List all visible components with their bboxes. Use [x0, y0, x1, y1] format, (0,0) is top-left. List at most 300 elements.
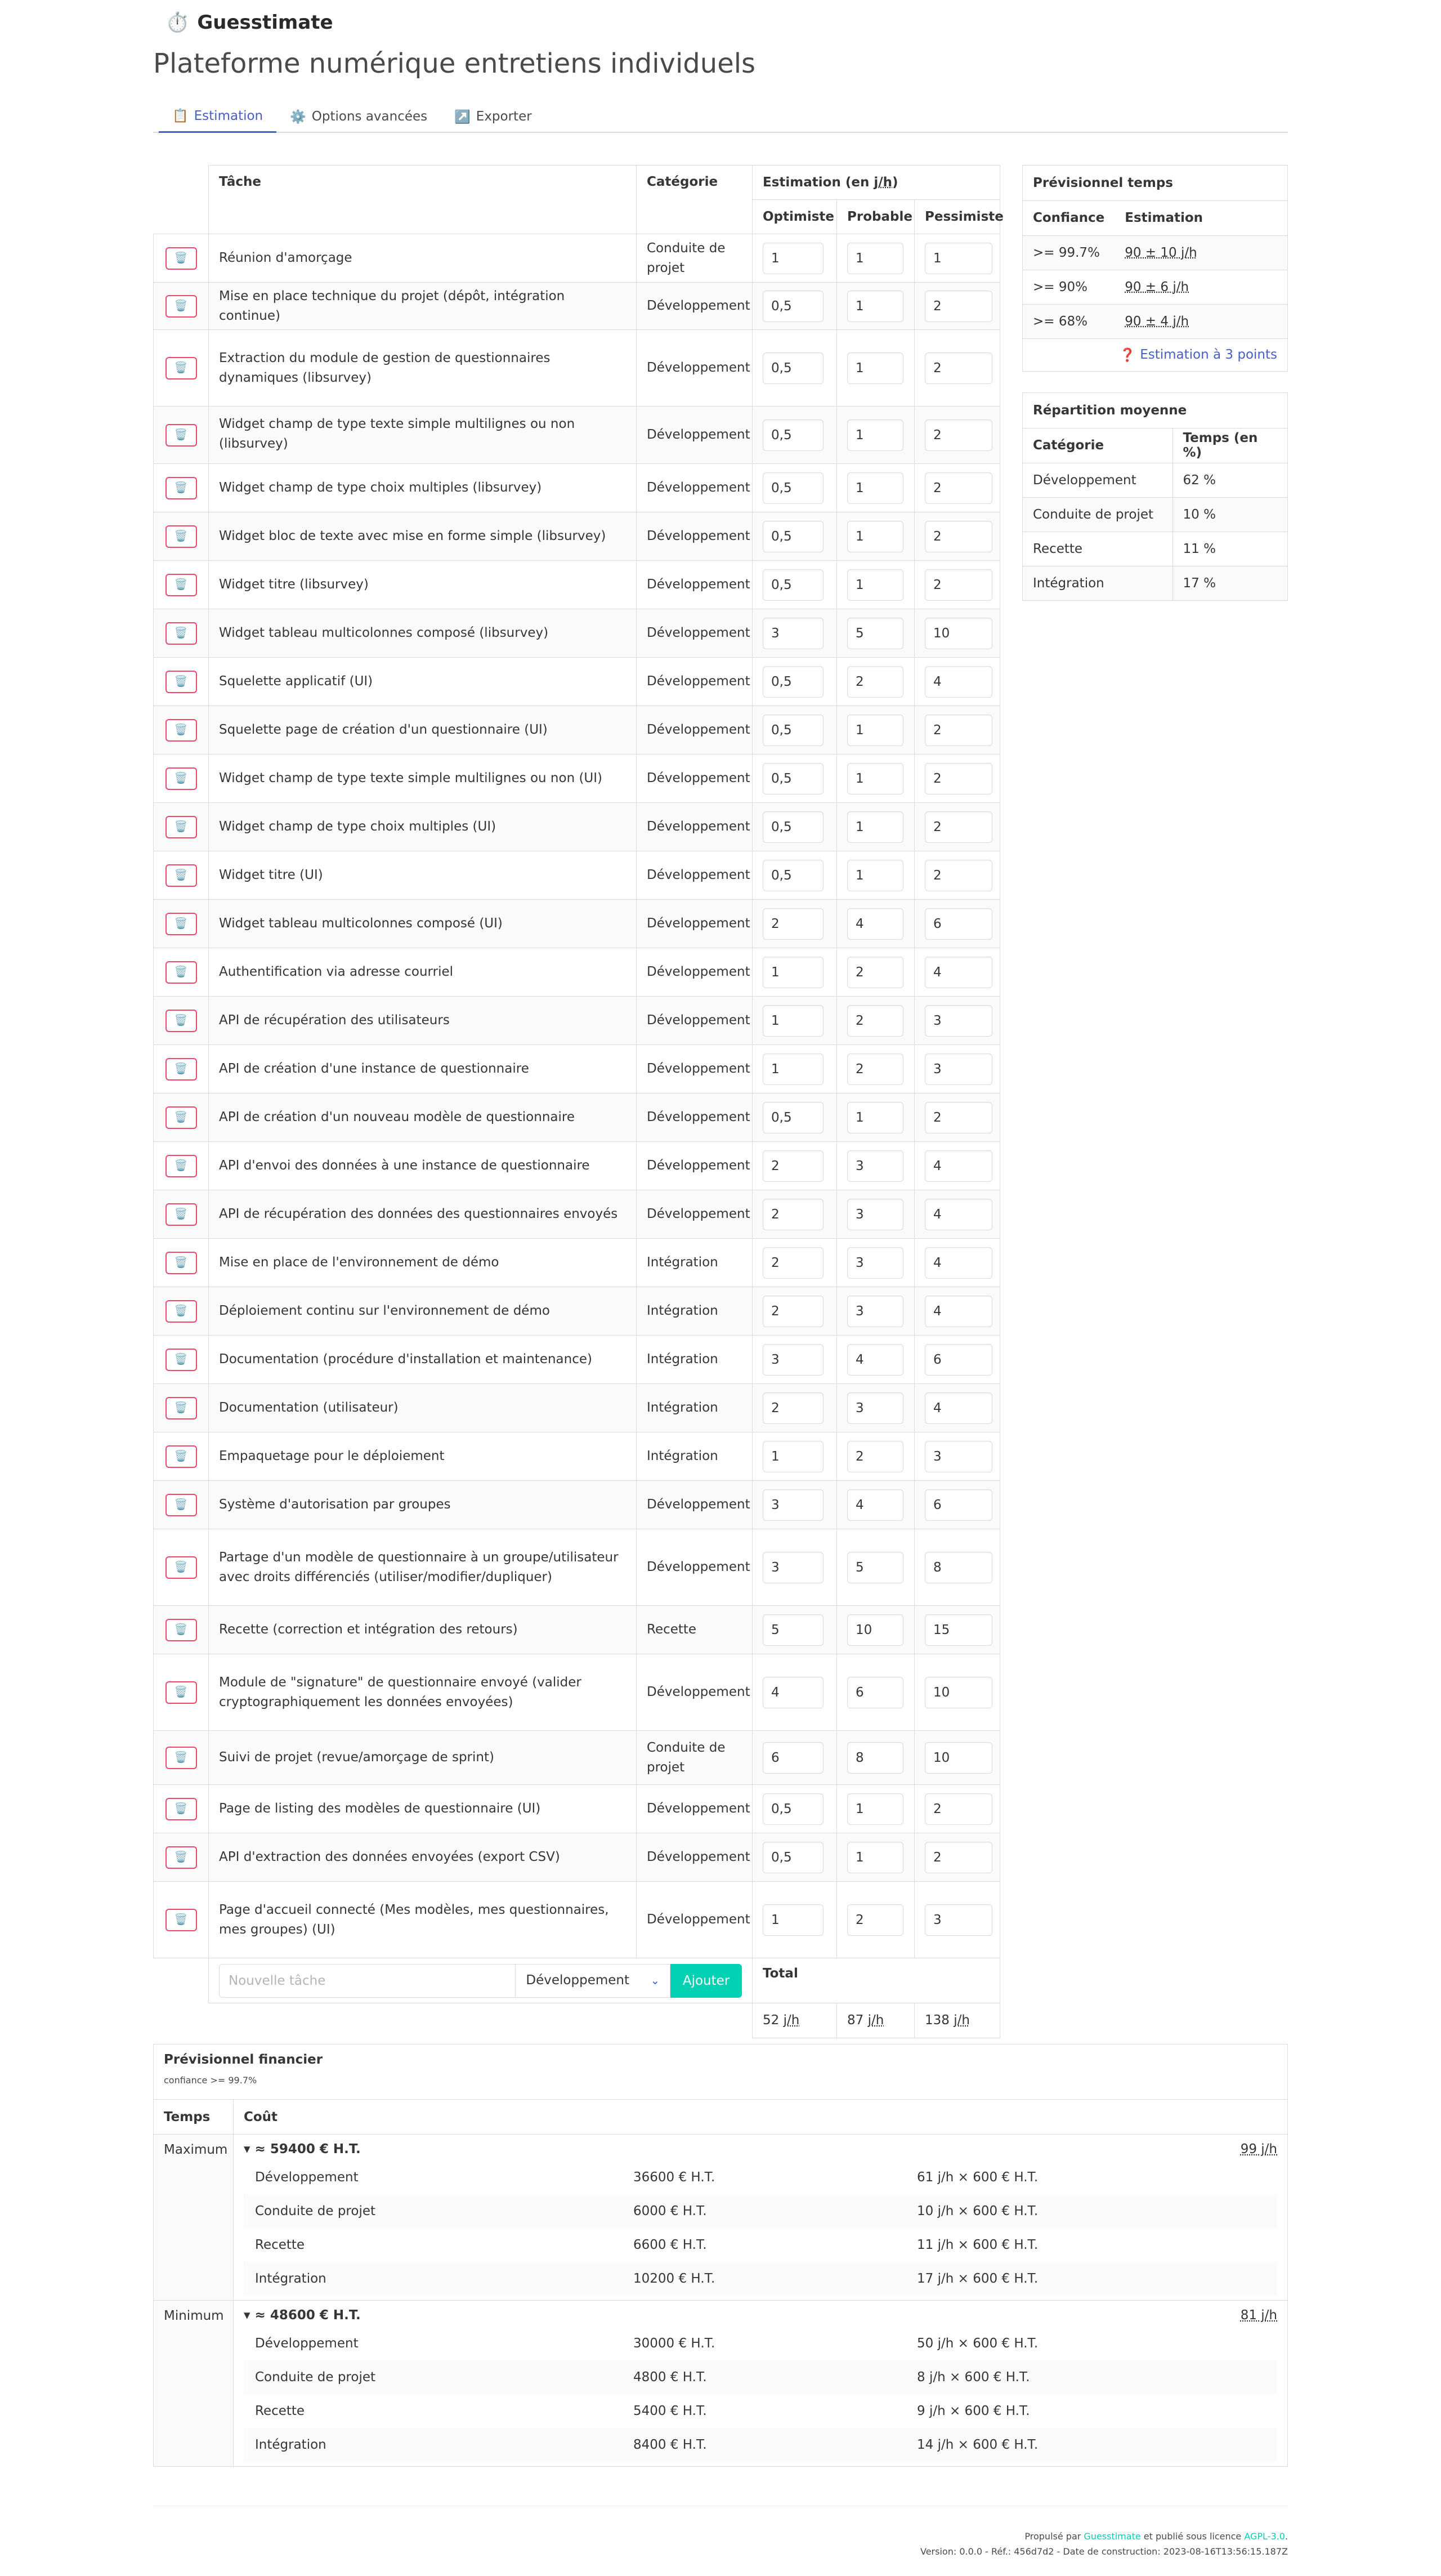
delete-task-button[interactable]: [165, 864, 197, 887]
task-category[interactable]: Conduite de projet: [637, 234, 753, 283]
probable-cell: [837, 1336, 915, 1384]
trash-icon: 🗑️: [174, 428, 188, 441]
trash-icon: 🗑️: [174, 530, 188, 542]
optimistic-input[interactable]: [763, 811, 824, 843]
probable-input[interactable]: [847, 1742, 903, 1774]
confidence-value: >= 90%: [1023, 270, 1115, 304]
task-row: [154, 900, 1000, 948]
optimistic-input[interactable]: [763, 1552, 824, 1583]
delete-cell: [154, 1731, 209, 1785]
tab-label: Estimation: [194, 108, 263, 123]
new-task-cell: [209, 1958, 753, 2003]
pessimistic-input[interactable]: [925, 291, 992, 322]
probable-input[interactable]: [847, 1392, 903, 1424]
delete-cell: [154, 1606, 209, 1654]
optimistic-input[interactable]: [763, 1053, 824, 1085]
task-row: [154, 1432, 1000, 1481]
tab-advanced-options[interactable]: [276, 100, 441, 133]
task-row: [154, 1654, 1000, 1731]
optimistic-input[interactable]: [763, 291, 824, 322]
probable-input[interactable]: [847, 1614, 903, 1646]
pessimistic-input[interactable]: [925, 419, 992, 451]
cost-amount: 6600 € H.T.: [633, 2238, 707, 2252]
col-time: Temps: [154, 2100, 234, 2134]
optimistic-input[interactable]: [763, 521, 824, 552]
new-task-category-select[interactable]: [516, 1964, 670, 1998]
task-category[interactable]: Développement: [637, 464, 753, 512]
task-row: [154, 512, 1000, 561]
task-category[interactable]: Développement: [637, 1833, 753, 1882]
task-category[interactable]: Développement: [637, 1654, 753, 1731]
probable-input[interactable]: [847, 419, 903, 451]
task-name[interactable]: Squelette page de création d'un questionnaire (UI): [209, 706, 637, 755]
task-row: [154, 1045, 1000, 1093]
delete-cell: [154, 407, 209, 464]
task-name[interactable]: API d'envoi des données à une instance de questionnaire: [209, 1142, 637, 1190]
task-category[interactable]: Développement: [637, 1142, 753, 1190]
pessimistic-input[interactable]: [925, 569, 992, 601]
task-name[interactable]: Authentification via adresse courriel: [209, 948, 637, 997]
probable-input[interactable]: [847, 860, 903, 891]
delete-task-button[interactable]: [165, 477, 197, 499]
delete-task-button[interactable]: [165, 1203, 197, 1226]
optimistic-input[interactable]: [763, 1344, 824, 1376]
delete-task-button[interactable]: [165, 574, 197, 596]
confidence-value: >= 68%: [1023, 304, 1115, 338]
delete-task-button[interactable]: [165, 525, 197, 548]
trash-icon: 🗑️: [174, 1751, 188, 1764]
probable-cell: [837, 407, 915, 464]
trash-icon: 🗑️: [174, 772, 188, 784]
delete-task-button[interactable]: [165, 1747, 197, 1769]
task-category[interactable]: Développement: [637, 561, 753, 609]
delete-cell: [154, 755, 209, 803]
optimistic-cell: [753, 407, 837, 464]
optimistic-cell: [753, 464, 837, 512]
task-name[interactable]: Réunion d'amorçage: [209, 234, 637, 283]
probable-input[interactable]: [847, 1677, 903, 1708]
optimistic-input[interactable]: [763, 1296, 824, 1327]
total-optimistic: [753, 2003, 837, 2038]
task-category[interactable]: Développement: [637, 512, 753, 561]
financial-header: [154, 2044, 1287, 2100]
task-category[interactable]: Développement: [637, 1045, 753, 1093]
optimistic-input[interactable]: [763, 1614, 824, 1646]
delete-cell: [154, 948, 209, 997]
delete-task-button[interactable]: [165, 295, 197, 318]
export-arrow-icon: ↗️: [454, 109, 471, 124]
delete-task-button[interactable]: [165, 247, 197, 270]
pessimistic-input[interactable]: [925, 1842, 992, 1873]
task-name[interactable]: API de récupération des données des questionnaires envoyés: [209, 1190, 637, 1239]
task-category[interactable]: Développement: [637, 330, 753, 407]
pessimistic-input[interactable]: [925, 666, 992, 698]
task-name[interactable]: Documentation (utilisateur): [209, 1384, 637, 1432]
delete-cell: [154, 1654, 209, 1731]
optimistic-input[interactable]: [763, 1904, 824, 1936]
delete-task-button[interactable]: [165, 1300, 197, 1323]
task-category[interactable]: Intégration: [637, 1336, 753, 1384]
optimistic-input[interactable]: [763, 1150, 824, 1182]
delete-task-button[interactable]: [165, 622, 197, 645]
probable-cell: [837, 330, 915, 407]
probable-cell: [837, 658, 915, 706]
optimistic-cell: [753, 1529, 837, 1606]
probable-input[interactable]: [847, 1005, 903, 1037]
probable-input[interactable]: [847, 291, 903, 322]
category-percent: 62 %: [1173, 463, 1287, 497]
optimistic-input[interactable]: [763, 1247, 824, 1279]
delete-task-button[interactable]: [165, 961, 197, 984]
task-name[interactable]: Documentation (procédure d'installation et maintenance): [209, 1336, 637, 1384]
tab-label: Exporter: [476, 109, 532, 124]
task-category[interactable]: Développement: [637, 1529, 753, 1606]
task-category[interactable]: Développement: [637, 283, 753, 330]
optimistic-cell: [753, 1432, 837, 1481]
task-rows: [154, 234, 1000, 1958]
license-link[interactable]: AGPL-3.0: [1244, 2531, 1285, 2542]
task-category[interactable]: Développement: [637, 755, 753, 803]
task-category[interactable]: Développement: [637, 997, 753, 1045]
delete-task-button[interactable]: [165, 1010, 197, 1032]
task-name[interactable]: API de récupération des utilisateurs: [209, 997, 637, 1045]
optimistic-input[interactable]: [763, 1793, 824, 1825]
delete-task-button[interactable]: [165, 1846, 197, 1869]
probable-input[interactable]: [847, 1053, 903, 1085]
delete-task-button[interactable]: [165, 1909, 197, 1931]
pessimistic-input[interactable]: [925, 1102, 992, 1133]
probable-input[interactable]: [847, 1793, 903, 1825]
probable-cell: [837, 1785, 915, 1833]
probable-input[interactable]: [847, 1150, 903, 1182]
tab-export[interactable]: [441, 100, 545, 133]
delete-task-button[interactable]: [165, 357, 197, 380]
cost-summary-toggle[interactable]: [244, 2138, 1277, 2160]
financial-blocks: [154, 2135, 1287, 2466]
task-name[interactable]: Page de listing des modèles de questionnaire (UI): [209, 1785, 637, 1833]
optimistic-input[interactable]: [763, 1102, 824, 1133]
probable-input[interactable]: [847, 1441, 903, 1472]
pessimistic-input[interactable]: [925, 860, 992, 891]
probable-input[interactable]: [847, 472, 903, 504]
task-name[interactable]: Suivi de projet (revue/amorçage de sprint): [209, 1731, 637, 1785]
delete-task-button[interactable]: [165, 1556, 197, 1579]
link-label: Estimation à 3 points: [1140, 347, 1277, 362]
probable-input[interactable]: [847, 243, 903, 274]
task-name[interactable]: Partage d'un modèle de questionnaire à un groupe/utilisateur avec droits différenciés (utiliser/modifier/dupliquer): [209, 1529, 637, 1606]
add-task-button[interactable]: Ajouter: [670, 1964, 742, 1998]
optimistic-input[interactable]: [763, 569, 824, 601]
unit-abbr: j/h: [783, 2013, 800, 2028]
probable-cell: [837, 900, 915, 948]
col-category: Catégorie: [1023, 428, 1173, 463]
task-row: [154, 330, 1000, 407]
probable-input[interactable]: [847, 666, 903, 698]
probable-input[interactable]: [847, 1199, 903, 1230]
optimistic-input[interactable]: [763, 908, 824, 940]
cost-category: Conduite de projet: [255, 2370, 375, 2385]
probable-input[interactable]: [847, 352, 903, 384]
optimistic-input[interactable]: [763, 1489, 824, 1521]
probable-input[interactable]: [847, 1247, 903, 1279]
pessimistic-cell: [915, 1190, 1000, 1239]
task-name[interactable]: Widget champ de type texte simple multilignes ou non (libsurvey): [209, 407, 637, 464]
optimistic-input[interactable]: [763, 352, 824, 384]
pessimistic-input[interactable]: [925, 1053, 992, 1085]
pessimistic-input[interactable]: [925, 715, 992, 746]
cost-summary-toggle[interactable]: [244, 2304, 1277, 2327]
optimistic-cell: [753, 1093, 837, 1142]
task-category[interactable]: Développement: [637, 1785, 753, 1833]
pessimistic-cell: [915, 1785, 1000, 1833]
optimistic-input[interactable]: [763, 472, 824, 504]
pessimistic-input[interactable]: [925, 811, 992, 843]
task-name[interactable]: API de création d'un nouveau modèle de questionnaire: [209, 1093, 637, 1142]
header-spacer: [154, 200, 209, 234]
task-category[interactable]: Intégration: [637, 1239, 753, 1287]
delete-task-button[interactable]: [165, 1445, 197, 1468]
pessimistic-input[interactable]: [925, 957, 992, 988]
pessimistic-input[interactable]: [925, 1150, 992, 1182]
optimistic-input[interactable]: [763, 715, 824, 746]
total-pessimistic: [915, 2003, 1000, 2038]
optimistic-cell: [753, 609, 837, 658]
probable-input[interactable]: [847, 957, 903, 988]
task-name[interactable]: Widget titre (libsurvey): [209, 561, 637, 609]
add-task-form: [219, 1963, 742, 1998]
delete-task-button[interactable]: [165, 424, 197, 447]
task-category[interactable]: Recette: [637, 1606, 753, 1654]
task-name[interactable]: Widget champ de type choix multiples (UI): [209, 803, 637, 851]
task-name[interactable]: API d'extraction des données envoyées (export CSV): [209, 1833, 637, 1882]
pessimistic-cell: [915, 1336, 1000, 1384]
delete-task-button[interactable]: [165, 1397, 197, 1419]
trash-icon: 🗑️: [174, 627, 188, 639]
task-row: [154, 851, 1000, 900]
delete-task-button[interactable]: [165, 1106, 197, 1129]
delete-task-button[interactable]: [165, 719, 197, 742]
task-name[interactable]: Déploiement continu sur l'environnement de démo: [209, 1287, 637, 1336]
task-name[interactable]: Mise en place technique du projet (dépôt, intégration continue): [209, 283, 637, 330]
delete-task-button[interactable]: [165, 1619, 197, 1641]
task-name[interactable]: Widget champ de type choix multiples (libsurvey): [209, 464, 637, 512]
cost-category: Intégration: [255, 2271, 326, 2286]
task-category[interactable]: Développement: [637, 948, 753, 997]
optimistic-input[interactable]: [763, 1441, 824, 1472]
delete-task-button[interactable]: [165, 1252, 197, 1274]
delete-task-button[interactable]: [165, 1349, 197, 1371]
delete-task-button[interactable]: [165, 816, 197, 838]
time-forecast-table: [1023, 201, 1287, 339]
trash-icon: 🗑️: [174, 820, 188, 833]
task-row: [154, 1731, 1000, 1785]
task-category[interactable]: Développement: [637, 1481, 753, 1529]
optimistic-input[interactable]: [763, 1199, 824, 1230]
task-category[interactable]: Développement: [637, 407, 753, 464]
three-point-link[interactable]: [1023, 339, 1287, 371]
probable-cell: [837, 1606, 915, 1654]
unit-abbr: j/h: [874, 175, 892, 190]
task-name[interactable]: Recette (correction et intégration des retours): [209, 1606, 637, 1654]
delete-task-button[interactable]: [165, 1494, 197, 1516]
optimistic-input[interactable]: [763, 1677, 824, 1708]
brand[interactable]: [165, 9, 333, 36]
task-name[interactable]: Widget champ de type texte simple multilignes ou non (UI): [209, 755, 637, 803]
task-name[interactable]: Page d'accueil connecté (Mes modèles, mes questionnaires, mes groupes) (UI): [209, 1882, 637, 1958]
task-category[interactable]: Développement: [637, 1093, 753, 1142]
pessimistic-input[interactable]: [925, 243, 992, 274]
task-category[interactable]: Intégration: [637, 1432, 753, 1481]
optimistic-input[interactable]: [763, 1842, 824, 1873]
pessimistic-input[interactable]: [925, 1904, 992, 1936]
pessimistic-input[interactable]: [925, 521, 992, 552]
task-name[interactable]: Widget tableau multicolonnes composé (libsurvey): [209, 609, 637, 658]
task-name[interactable]: Widget titre (UI): [209, 851, 637, 900]
delete-task-button[interactable]: [165, 913, 197, 935]
pessimistic-input[interactable]: [925, 352, 992, 384]
probable-input[interactable]: [847, 1904, 903, 1936]
task-category[interactable]: Intégration: [637, 1384, 753, 1432]
probable-cell: [837, 1882, 915, 1958]
optimistic-cell: [753, 1606, 837, 1654]
task-name[interactable]: Empaquetage pour le déploiement: [209, 1432, 637, 1481]
delete-task-button[interactable]: [165, 1681, 197, 1704]
trash-icon: 🗑️: [174, 724, 188, 736]
delete-task-button[interactable]: [165, 1155, 197, 1177]
optimistic-cell: [753, 997, 837, 1045]
probable-input[interactable]: [847, 763, 903, 794]
task-category[interactable]: Développement: [637, 706, 753, 755]
task-name[interactable]: Widget bloc de texte avec mise en forme simple (libsurvey): [209, 512, 637, 561]
tab-estimation[interactable]: [159, 100, 276, 133]
pessimistic-input[interactable]: [925, 1296, 992, 1327]
delete-task-button[interactable]: [165, 1058, 197, 1081]
pessimistic-cell: [915, 1093, 1000, 1142]
pessimistic-cell: [915, 464, 1000, 512]
pessimistic-input[interactable]: [925, 618, 992, 649]
task-row: [154, 464, 1000, 512]
pessimistic-input[interactable]: [925, 763, 992, 794]
cost-amount: 5400 € H.T.: [633, 2404, 707, 2418]
pessimistic-input[interactable]: [925, 1552, 992, 1583]
cost-category: Conduite de projet: [255, 2204, 375, 2218]
probable-input[interactable]: [847, 1552, 903, 1583]
probable-input[interactable]: [847, 715, 903, 746]
optimistic-cell: [753, 658, 837, 706]
task-name[interactable]: Squelette applicatif (UI): [209, 658, 637, 706]
probable-input[interactable]: [847, 1842, 903, 1873]
task-name[interactable]: Extraction du module de gestion de questionnaires dynamiques (libsurvey): [209, 330, 637, 407]
task-name[interactable]: Système d'autorisation par groupes: [209, 1481, 637, 1529]
optimistic-input[interactable]: [763, 666, 824, 698]
task-category[interactable]: Conduite de projet: [637, 1731, 753, 1785]
pessimistic-input[interactable]: [925, 1614, 992, 1646]
optimistic-input[interactable]: [763, 1742, 824, 1774]
pessimistic-input[interactable]: [925, 1742, 992, 1774]
guesstimate-link[interactable]: Guesstimate: [1084, 2531, 1141, 2542]
pessimistic-input[interactable]: [925, 1392, 992, 1424]
pessimistic-input[interactable]: [925, 1005, 992, 1037]
probable-input[interactable]: [847, 811, 903, 843]
optimistic-input[interactable]: [763, 957, 824, 988]
col-cost: Coût: [244, 2109, 278, 2124]
delete-task-button[interactable]: [165, 767, 197, 790]
task-name[interactable]: Module de "signature" de questionnaire envoyé (valider cryptographiquement les données envoyées): [209, 1654, 637, 1731]
task-name[interactable]: Widget tableau multicolonnes composé (UI): [209, 900, 637, 948]
optimistic-input[interactable]: [763, 1392, 824, 1424]
new-task-input[interactable]: [219, 1964, 516, 1998]
delete-task-button[interactable]: [165, 1798, 197, 1820]
pessimistic-cell: [915, 609, 1000, 658]
probable-input[interactable]: [847, 1489, 903, 1521]
task-category[interactable]: Développement: [637, 851, 753, 900]
delete-task-button[interactable]: [165, 671, 197, 693]
pessimistic-cell: [915, 561, 1000, 609]
probable-input[interactable]: [847, 618, 903, 649]
col-estimate: Estimation: [1115, 201, 1287, 235]
delete-cell: [154, 1481, 209, 1529]
task-name[interactable]: API de création d'une instance de questionnaire: [209, 1045, 637, 1093]
task-category[interactable]: Développement: [637, 803, 753, 851]
optimistic-input[interactable]: [763, 763, 824, 794]
optimistic-input[interactable]: [763, 860, 824, 891]
optimistic-input[interactable]: [763, 419, 824, 451]
category-name: Recette: [1023, 532, 1173, 566]
optimistic-input[interactable]: [763, 1005, 824, 1037]
cost-line: [244, 2394, 1277, 2428]
trash-icon: 🗑️: [174, 1062, 188, 1075]
task-category[interactable]: Développement: [637, 900, 753, 948]
probable-input[interactable]: [847, 1344, 903, 1376]
probable-input[interactable]: [847, 1296, 903, 1327]
pessimistic-input[interactable]: [925, 1199, 992, 1230]
pessimistic-input[interactable]: [925, 908, 992, 940]
task-category[interactable]: Intégration: [637, 1287, 753, 1336]
pessimistic-input[interactable]: [925, 472, 992, 504]
trash-icon: 🗑️: [174, 300, 188, 312]
pessimistic-input[interactable]: [925, 1344, 992, 1376]
probable-cell: [837, 234, 915, 283]
probable-cell: [837, 755, 915, 803]
optimistic-input[interactable]: [763, 618, 824, 649]
footer-text: et publié sous licence: [1140, 2531, 1245, 2542]
task-category[interactable]: Développement: [637, 1882, 753, 1958]
task-category[interactable]: Développement: [637, 1190, 753, 1239]
pessimistic-input[interactable]: [925, 1677, 992, 1708]
optimistic-input[interactable]: [763, 243, 824, 274]
task-category[interactable]: Développement: [637, 658, 753, 706]
trash-icon: 🗑️: [174, 1208, 188, 1220]
category-percent: 17 %: [1173, 566, 1287, 600]
total-days: 99 j/h: [1240, 2142, 1277, 2157]
task-name[interactable]: Mise en place de l'environnement de démo: [209, 1239, 637, 1287]
pessimistic-input[interactable]: [925, 1489, 992, 1521]
probable-input[interactable]: [847, 521, 903, 552]
footer-spacer: [154, 2003, 753, 2038]
optimistic-cell: [753, 1336, 837, 1384]
pessimistic-input[interactable]: [925, 1247, 992, 1279]
probable-input[interactable]: [847, 569, 903, 601]
page-title[interactable]: Plateforme numérique entretiens individuels: [153, 48, 756, 79]
probable-input[interactable]: [847, 1102, 903, 1133]
time-forecast-panel: [1022, 165, 1288, 372]
optimistic-cell: [753, 1142, 837, 1190]
probable-input[interactable]: [847, 908, 903, 940]
pessimistic-input[interactable]: [925, 1441, 992, 1472]
pessimistic-input[interactable]: [925, 1793, 992, 1825]
cost-category: Développement: [255, 2336, 359, 2351]
task-category[interactable]: Développement: [637, 609, 753, 658]
